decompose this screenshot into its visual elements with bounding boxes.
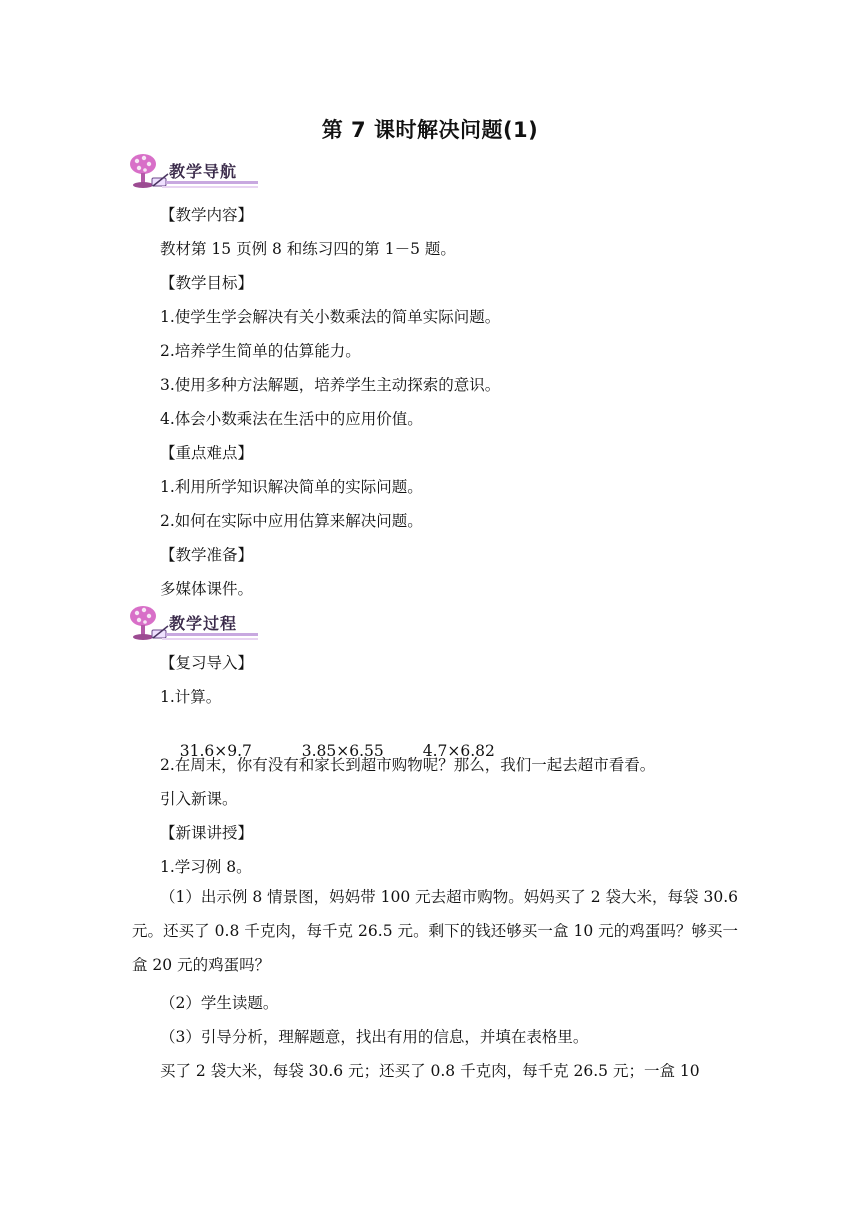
goal-item: 3.使用多种方法解题，培养学生主动探索的意识。 <box>160 376 501 394</box>
step-paragraph: 买了 2 袋大米，每袋 30.6 元；还买了 0.8 千克肉，每千克 26.5 元；一盒 10 <box>160 1062 700 1080</box>
preparation-text: 多媒体课件。 <box>160 580 254 598</box>
heading-key-points: 【重点难点】 <box>160 444 254 462</box>
step-paragraph: （3）引导分析，理解题意，找出有用的信息，并填在表格里。 <box>160 1028 589 1046</box>
calc-expression: 3.85×6.55 <box>301 742 384 760</box>
heading-new-lesson: 【新课讲授】 <box>160 824 254 842</box>
heading-preparation: 【教学准备】 <box>160 546 254 564</box>
page-title: 第 7 课时解决问题(1) <box>321 118 539 142</box>
key-point-item: 2.如何在实际中应用估算来解决问题。 <box>160 512 423 530</box>
section-underline <box>166 633 258 636</box>
section-label-guide: 教学导航 <box>169 162 238 181</box>
step-paragraph: （1）出示例 8 情景图，妈妈带 100 元去超市购物。妈妈买了 2 袋大米，每袋 30.6 元。还买了 0.8 千克肉，每千克 26.5 元。剩下的钱还够买一盒 10 元的鸡蛋吗？够买一盒 20 元的鸡蛋吗？ <box>132 888 738 974</box>
new-lesson-item: 1.学习例 8。 <box>160 858 252 876</box>
section-underline-light <box>162 186 258 188</box>
review-item: 引入新课。 <box>160 790 238 808</box>
calc-expression: 31.6×9.7 <box>179 742 252 760</box>
section-underline-light <box>162 638 258 640</box>
goal-item: 4.体会小数乘法在生活中的应用价值。 <box>160 410 423 428</box>
section-header-process <box>126 604 266 644</box>
goal-item: 1.使学生学会解决有关小数乘法的简单实际问题。 <box>160 308 501 326</box>
section-underline <box>166 181 258 184</box>
review-item: 1.计算。 <box>160 688 222 706</box>
calc-expression: 4.7×6.82 <box>422 742 495 760</box>
review-item: 2.在周末，你有没有和家长到超市购物呢？那么，我们一起去超市看看。 <box>160 756 656 774</box>
content-text: 教材第 15 页例 8 和练习四的第 1－5 题。 <box>160 240 456 258</box>
heading-goals: 【教学目标】 <box>160 274 254 292</box>
key-point-item: 1.利用所学知识解决简单的实际问题。 <box>160 478 423 496</box>
section-label-process: 教学过程 <box>169 614 238 633</box>
step-paragraph: （2）学生读题。 <box>160 994 279 1012</box>
goal-item: 2.培养学生简单的估算能力。 <box>160 342 361 360</box>
section-header-guide <box>126 152 266 192</box>
heading-content: 【教学内容】 <box>160 206 254 224</box>
heading-review: 【复习导入】 <box>160 654 254 672</box>
